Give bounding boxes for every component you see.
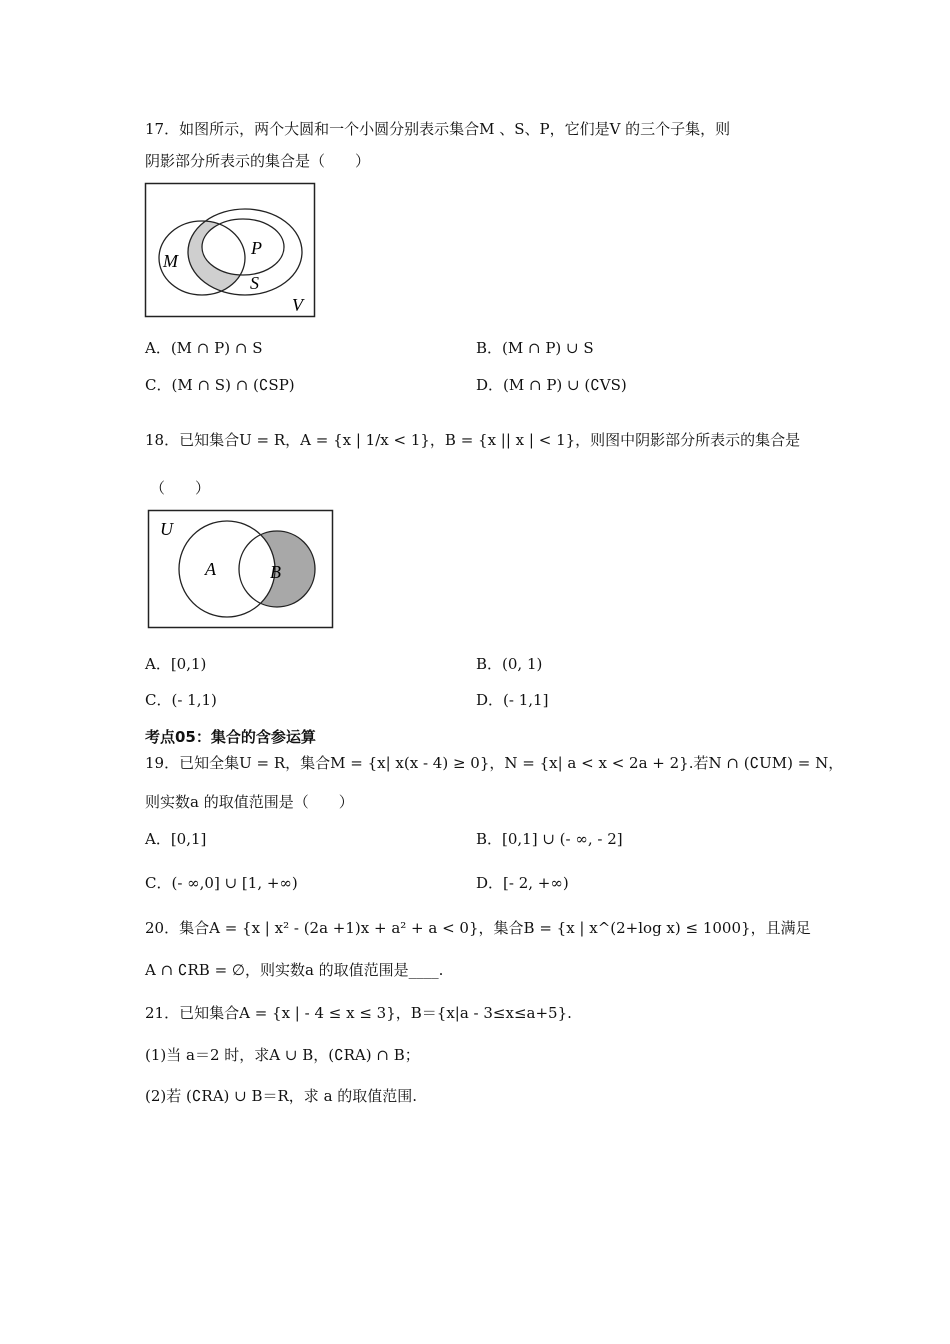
q19-option-c[interactable]: C．(- ∞,0] ∪ [1, +∞) (145, 874, 298, 892)
q19-option-b[interactable]: B．[0,1] ∪ (- ∞, - 2] (476, 830, 623, 848)
q20-stem-line1: 20．集合A = {x | x² - (2a +1)x + a² + a < 0}，集合B = {x | x^(2+log x) ≤ 1000}，且满足 (145, 919, 811, 937)
q17-option-b[interactable]: B．(M ∩ P) ∪ S (476, 339, 594, 357)
q18-label-u: U (160, 519, 173, 539)
q17-option-a[interactable]: A．(M ∩ P) ∩ S (145, 339, 263, 357)
q17-option-d[interactable]: D．(M ∩ P) ∪ (∁VS) (476, 376, 627, 394)
q18-label-b: B (270, 562, 281, 582)
q18-option-b[interactable]: B．(0, 1) (476, 655, 543, 673)
q21-part2: (2)若 (∁RA) ∪ B＝R，求 a 的取值范围. (145, 1087, 418, 1105)
q18-option-c[interactable]: C．(- 1,1) (145, 691, 217, 709)
q19-option-a[interactable]: A．[0,1] (145, 830, 207, 848)
q18-venn-diagram (147, 509, 337, 631)
q17-label-v: V (292, 295, 303, 315)
section-heading: 考点05：集合的含参运算 (145, 728, 316, 746)
q21-part1: (1)当 a＝2 时，求A ∪ B，(∁RA) ∩ B； (145, 1046, 420, 1064)
q18-stem-line2: （ ） (150, 479, 211, 497)
q21-stem: 21．已知集合A = {x | - 4 ≤ x ≤ 3}，B＝{x|a - 3≤x≤a+5}. (145, 1004, 572, 1022)
q18-stem-line1: 18．已知集合U = R，A = {x | 1/x < 1}，B = {x || x | < 1}，则图中阴影部分所表示的集合是 (145, 431, 801, 449)
q17-stem-line2: 阴影部分所表示的集合是（ ） (145, 152, 371, 170)
q19-stem-line2: 则实数a 的取值范围是（ ） (145, 793, 354, 811)
q17-option-c[interactable]: C．(M ∩ S) ∩ (∁SP) (145, 376, 295, 394)
q20-stem-line2: A ∩ ∁RB = ∅，则实数a 的取值范围是____. (145, 961, 444, 979)
q18-label-a: A (205, 559, 216, 579)
q18-option-a[interactable]: A．[0,1) (145, 655, 207, 673)
q17-label-p: P (251, 238, 262, 258)
q17-label-s: S (250, 273, 259, 293)
q17-venn-diagram (144, 182, 318, 320)
q17-stem-line1: 17．如图所示，两个大圆和一个小圆分别表示集合M 、S、P，它们是V 的三个子集，则 (145, 120, 731, 138)
q19-option-d[interactable]: D．[- 2, +∞) (476, 874, 569, 892)
q18-option-d[interactable]: D．(- 1,1] (476, 691, 549, 709)
q19-stem-line1: 19．已知全集U = R，集合M = {x| x(x - 4) ≥ 0}，N = {x| a < x < 2a + 2}.若N ∩ (∁UM) = N， (145, 754, 844, 772)
q17-label-m: M (163, 251, 178, 271)
